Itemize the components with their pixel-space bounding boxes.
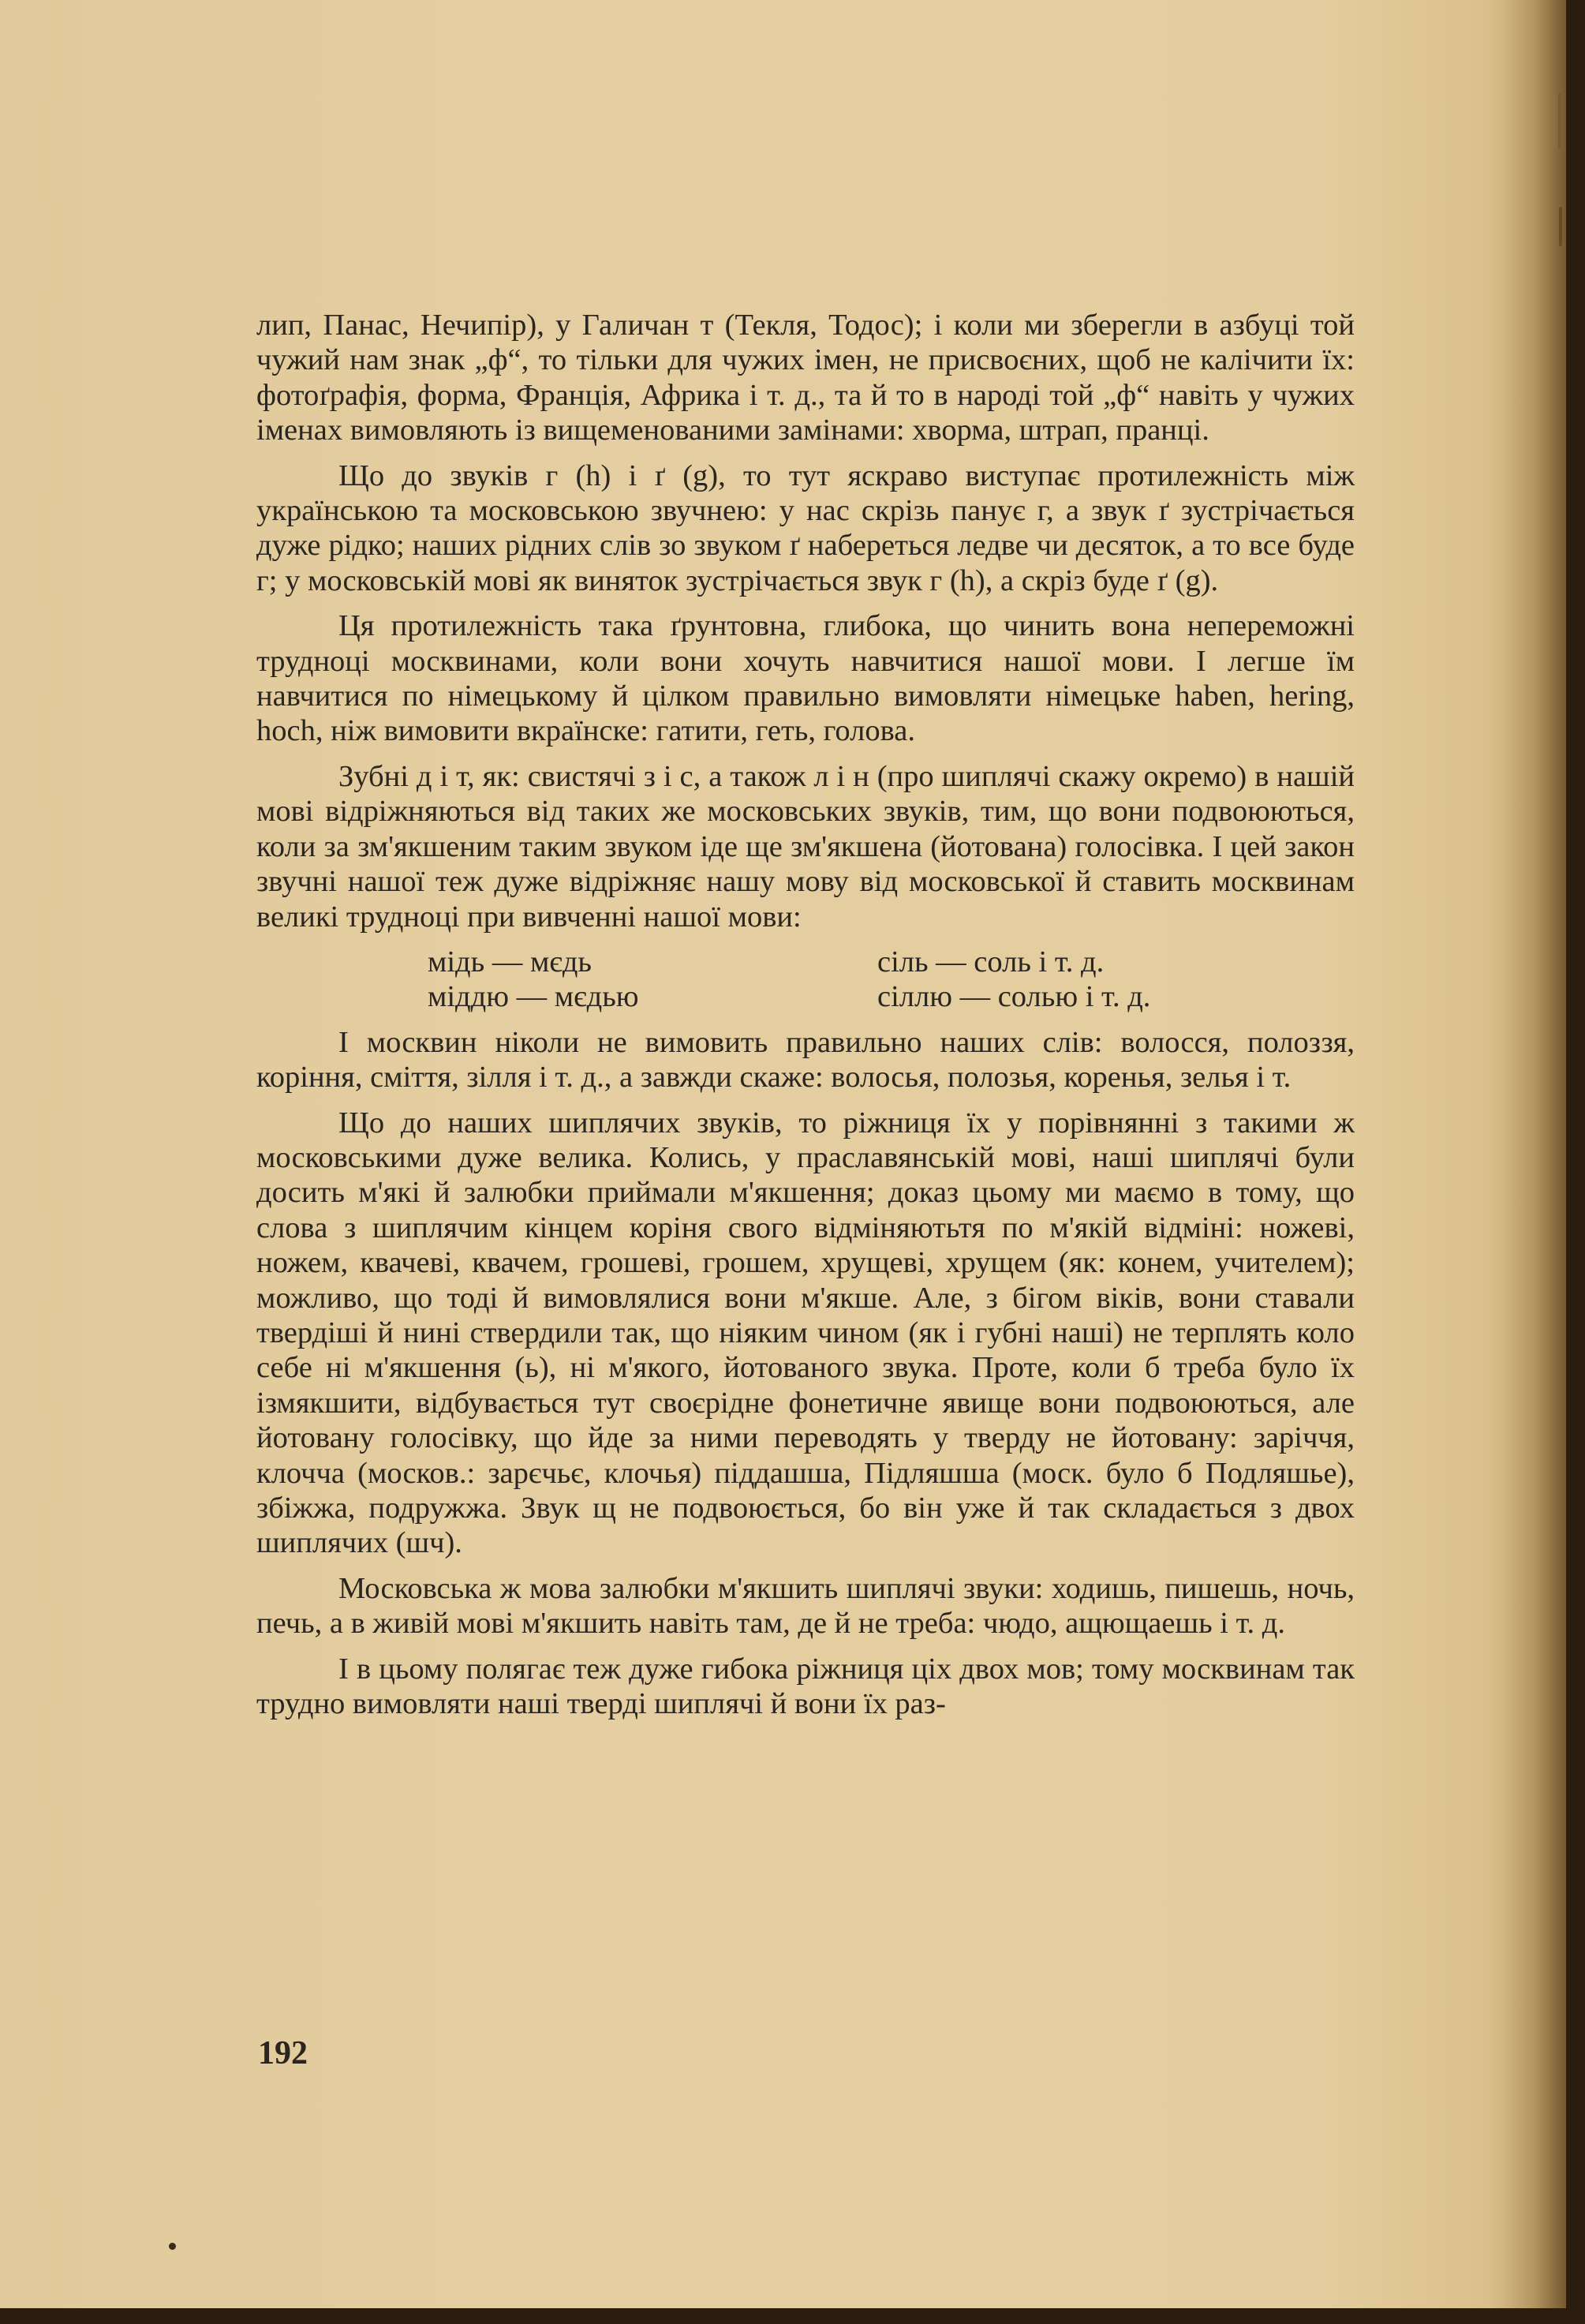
page-number: 192 — [258, 2035, 308, 2071]
paragraph: Що до наших шиплячих звуків, то ріжниця їх у порівнянні з такими ж московськими дуже велика. Колись, у праславянській мові, наші шиплячі були досить м'які й залюбки приймали м'якшення; доказ цьому ми маємо в тому, що слова з шиплячим кінцем коріня свого відміняютьтя по м'якій відміні: ножеві, ножем, квачеві, квачем, грошеві, грошем, хрущеві, хрущем (як: конем, учителем); можливо, що тоді й вимовлялися вони м'якше. Але, з бігом віків, вони ставали твердіші й нині ствердили так, що ніяким чином (як і губні наші) не терплять коло себе ні м'якшення (ь), ні м'якого, йотованого звука. Проте, коли б треба було їх ізмякшити, відбувається тут своєрідне фонетичне явище вони подвоюються, але йотовану голосівку, що йде за ними переводять у тверду не йотовану: заріччя, клочча (москов.: зарєчьє, клочья) піддашша, Підляшша (моск. було б Подляшье), збіжжа, подружжа. Звук щ не подвоюється, бо він уже й так складається з двох шиплячих (шч). — [256, 1106, 1355, 1560]
word-pair-row — [256, 945, 1355, 979]
word-pair: мідь — мєдь — [428, 945, 592, 979]
body-text — [256, 308, 1355, 1731]
paragraph: І москвин ніколи не вимовить правильно наших слів: волосся, полоззя, коріння, сміття, зілля і т. д., а завжди скаже: волосья, полозья, коренья, зелья і т. — [256, 1025, 1355, 1095]
paragraph: Що до звуків г (h) і ґ (g), то тут яскраво виступає протилежність між українською та московською звучнею: у нас скрізь панує г, а звук ґ зустрічається дуже рідко; наших рідних слів зо звуком ґ набереться ледве чи десяток, а то все буде г; у московській мові як виняток зустрічається звук г (h), а скріз буде ґ (g). — [256, 458, 1355, 597]
paper-speck — [1559, 207, 1562, 246]
paragraph: Московська ж мова залюбки м'якшить шиплячі звуки: ходишь, пишешь, ночь, печь, а в живій мові м'якшить навіть там, де й не треба: чюдо, ащющаешь і т. д. — [256, 1571, 1355, 1641]
paragraph: Зубні д і т, як: свистячі з і с, а також л і н (про шиплячі скажу окремо) в нашій мові відріжняються від таких же московських звуків, тим, що вони подвоюються, коли за зм'якшеним таким звуком іде ще зм'якшена (йотована) голосівка. І цей закон звучні нашої теж дуже відріжняє нашу мову від московської й ставить москвинам великі трудноці при вивченні нашої мови: — [256, 759, 1355, 934]
word-pairs — [256, 945, 1355, 1015]
word-pair-row — [256, 979, 1355, 1014]
paragraph: лип, Панас, Нечипір), у Галичан т (Текля, Тодос); і коли ми зберегли в азбуці той чужий нам знак „ф“, то тільки для чужих імен, не присвоєних, щоб не калічити їх: фотоґрафія, форма, Франція, Африка і т. д., та й то в народі той „ф“ навіть у чужих іменах вимовляють із вищеменованими замінами: хворма, штрап, пранці. — [256, 309, 1355, 447]
paragraph: І в цьому полягає теж дуже гибока ріжниця ціх двох мов; тому москвинам так трудно вимовляти наші тверді шиплячі й вони їх раз- — [256, 1652, 1355, 1720]
paper-speck — [169, 2243, 176, 2250]
paragraph: Ця протилежність така ґрунтовна, глибока, що чинить вона непереможні трудноці москвинами, коли вони хочуть навчитися нашої мови. І легше їм навчитися по німецькому й цілком правильно вимовляти німецьке haben, hering, hoch, ніж вимовити вкраїнске: гатити, геть, голова. — [256, 609, 1355, 748]
page-edge-shadow — [1487, 0, 1566, 2308]
word-pair: сіллю — солью і т. д. — [877, 980, 1151, 1014]
word-pair: міддю — мєдью — [428, 980, 639, 1014]
word-pair: сіль — соль і т. д. — [877, 945, 1105, 979]
paper-speck — [1558, 93, 1561, 148]
